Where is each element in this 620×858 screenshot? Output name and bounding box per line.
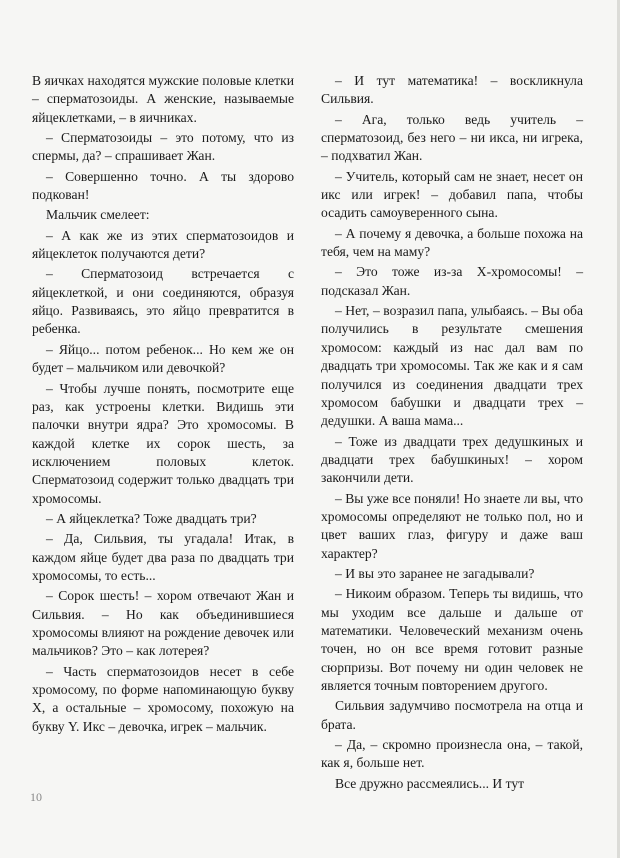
paragraph: В яичках находятся мужские половые клетки – сперматозоиды. А женские, называемые яйцеклетками, – в яичниках. (32, 73, 294, 125)
text-column-right (321, 72, 583, 795)
paragraph: – Яйцо... потом ребенок... Но кем же он будет – мальчиком или девочкой? (32, 341, 294, 376)
paragraph: – Никоим образом. Теперь ты видишь, что мы уходим все дальше и дальше от математики. Человеческий механизм очень точен, но он все время готовит разные сюрпризы. Вот почему ни один человек не является точным повторением другого. (321, 586, 583, 693)
paragraph: – Сперматозоиды – это потому, что из спермы, да? – спрашивает Жан. (32, 130, 294, 164)
paragraph: – Тоже из двадцати трех дедушкиных и двадцати трех бабушкиных! – хором закончили дети. (321, 433, 583, 486)
paragraph: – Это тоже из-за X-хромосомы! – подсказал Жан. (321, 264, 583, 298)
paragraph: – Совершенно точно. А ты здорово подкован! (32, 168, 294, 203)
paragraph: – Вы уже все поняли! Но знаете ли вы, что хромосомы определяют не только пол, но и цвет ваших глаз, фигуру и даже ваш характер? (321, 490, 583, 561)
text-column-left (32, 72, 294, 738)
paragraph: – Учитель, который сам не знает, несет он икс или игрек! – добавил папа, чтобы осадить самоуверенного сына. (321, 168, 583, 221)
paragraph: – Сорок шесть! – хором отвечают Жан и Сильвия. – Но как объединившиеся хромосомы влияют на рождение девочек или мальчиков? Это – как лотерея? (32, 588, 294, 659)
paragraph: – А яйцеклетка? Тоже двадцать три? (46, 510, 257, 526)
paragraph: – Сперматозоид встречается с яйцеклеткой, и они соединяются, образуя яйцо. Развиваясь, это яйцо превратится в ребенка. (32, 266, 294, 337)
paragraph: – И вы это заранее не загадывали? (335, 565, 535, 581)
paragraph: – Да, – скромно произнесла она, – такой, как я, больше нет. (321, 737, 583, 771)
paragraph: – Нет, – возразил папа, улыбаясь. – Вы оба получились в результате смешения хромосом: каждый из нас дал вам по двадцать три хромосомы. Так же как и я сам получился из соединения двадцати трех хромосом бабушки и двадцати трех – дедушки. А ваша мама... (321, 303, 583, 429)
paragraph: – И тут математика! – воскликнула Сильвия. (321, 73, 583, 107)
paragraph: – А как же из этих сперматозоидов и яйцеклеток получаются дети? (32, 227, 294, 262)
paragraph: – Чтобы лучше понять, посмотрите еще раз, как устроены клетки. Видишь эти палочки внутри ядра? Это хромосомы. В каждой клетке их сорок шесть, за исключением половых клеток. Сперматозоид содержит только двадцать три хромосомы. (32, 380, 294, 506)
paragraph: – Да, Сильвия, ты угадала! Итак, в каждом яйце будет два раза по двадцать три хромосомы, то есть... (32, 531, 294, 583)
paragraph: Сильвия задумчиво посмотрела на отца и брата. (321, 698, 583, 732)
paragraph: Все дружно рассмеялись... И тут (335, 775, 525, 791)
paragraph: – Часть сперматозоидов несет в себе хромосому, по форме напоминающую букву X, а остальные – хромосому, похожую на букву Y. Икс – девочка, игрек – мальчик. (32, 663, 294, 734)
paragraph: – Ага, только ведь учитель – сперматозоид, без него – ни икса, ни игрека, – подхватил Жан. (321, 111, 583, 164)
paragraph: Мальчик смелеет: (46, 207, 150, 223)
page-number: 10 (30, 790, 42, 804)
paragraph: – А почему я девочка, а больше похожа на тебя, чем на маму? (321, 225, 583, 260)
